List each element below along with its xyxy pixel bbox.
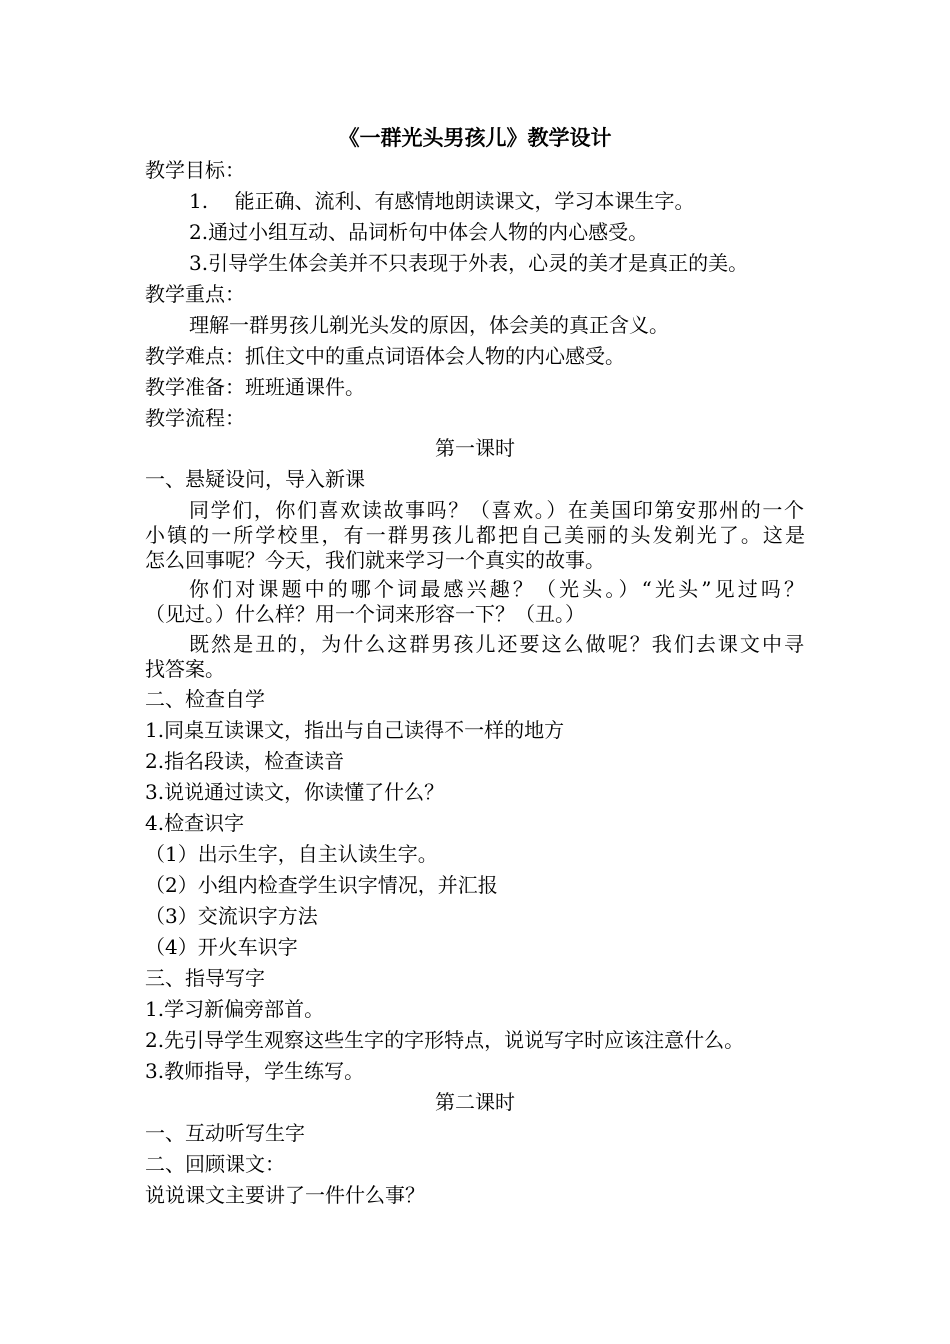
list-item: （3）交流识字方法 bbox=[145, 904, 318, 928]
list-item: （1）出示生字，自主认读生字。 bbox=[145, 842, 438, 866]
list-item: 3.说说通过读文，你读懂了什么？ bbox=[145, 780, 445, 804]
paragraph-line: （见过。）什么样？用一个词来形容一下？（丑。） bbox=[145, 602, 585, 626]
paragraph-line: 小镇的一所学校里，有一群男孩儿都把自己美丽的头发剃光了。这是 bbox=[145, 523, 805, 547]
list-item: 2.先引导学生观察这些生字的字形特点，说说写字时应该注意什么。 bbox=[145, 1028, 745, 1052]
list-item: 1.同桌互读课文，指出与自己读得不一样的地方 bbox=[145, 718, 565, 742]
lesson2-section2-heading: 二、回顾课文： bbox=[145, 1152, 285, 1176]
list-item: 1.学习新偏旁部首。 bbox=[145, 997, 325, 1021]
lesson2-section1-heading: 一、互动听写生字 bbox=[145, 1121, 305, 1145]
goal-item: 2.通过小组互动、品词析句中体会人物的内心感受。 bbox=[189, 220, 649, 244]
paragraph-line: 同学们，你们喜欢读故事吗？（喜欢。）在美国印第安那州的一个 bbox=[189, 498, 804, 522]
list-item: （2）小组内检查学生识字情况，并汇报 bbox=[145, 873, 498, 897]
paragraph-line: 你们对课题中的哪个词最感兴趣？（光头。）“光头”见过吗？ bbox=[189, 577, 804, 601]
goals-heading: 教学目标： bbox=[145, 158, 245, 182]
lesson1-section2-heading: 二、检查自学 bbox=[145, 687, 265, 711]
goal-item: 1. 能正确、流利、有感情地朗读课文，学习本课生字。 bbox=[189, 189, 695, 213]
list-item: 4.检查识字 bbox=[145, 811, 245, 835]
goal-item: 3.引导学生体会美并不只表现于外表，心灵的美才是真正的美。 bbox=[189, 251, 749, 275]
paragraph-line: 既然是丑的，为什么这群男孩儿还要这么做呢？我们去课文中寻 bbox=[189, 632, 804, 656]
paragraph-line: 找答案。 bbox=[145, 657, 225, 681]
list-item: 3.教师指导，学生练写。 bbox=[145, 1059, 365, 1083]
lesson1-section1-heading: 一、悬疑设问，导入新课 bbox=[145, 467, 365, 491]
key-text: 理解一群男孩儿剃光头发的原因，体会美的真正含义。 bbox=[189, 313, 669, 337]
preparation-text: 教学准备：班班通课件。 bbox=[145, 375, 365, 399]
difficulty-text: 教学难点：抓住文中的重点词语体会人物的内心感受。 bbox=[145, 344, 625, 368]
lesson1-section3-heading: 三、指导写字 bbox=[145, 966, 265, 990]
paragraph-line: 怎么回事呢？今天，我们就来学习一个真实的故事。 bbox=[145, 548, 605, 572]
list-item: （4）开火车识字 bbox=[145, 935, 298, 959]
lesson2-section2-text: 说说课文主要讲了一件什么事？ bbox=[145, 1183, 425, 1207]
document-title: 《一群光头男孩儿》教学设计 bbox=[338, 125, 612, 150]
key-heading: 教学重点： bbox=[145, 282, 245, 306]
list-item: 2.指名段读，检查读音 bbox=[145, 749, 345, 773]
lesson1-heading: 第一课时 bbox=[435, 436, 515, 460]
flow-heading: 教学流程： bbox=[145, 406, 245, 430]
lesson2-heading: 第二课时 bbox=[435, 1090, 515, 1114]
